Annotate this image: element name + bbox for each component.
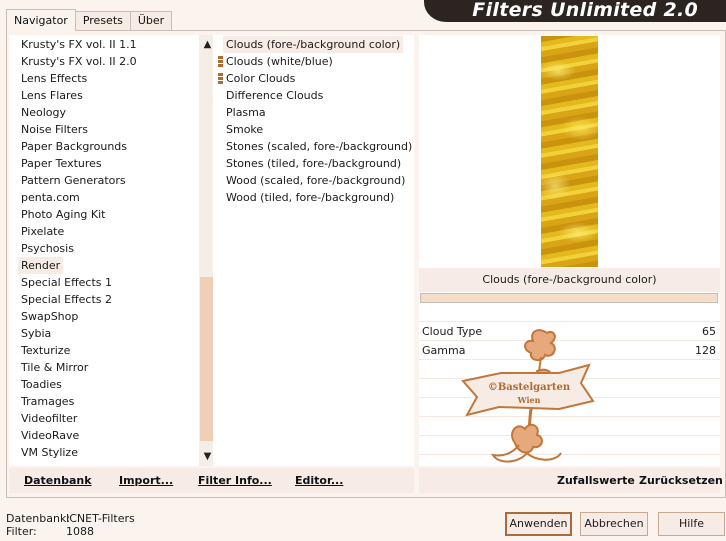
watermark-line1: ©Bastelgarten bbox=[487, 382, 571, 393]
filter-item[interactable]: Plasma bbox=[226, 106, 266, 119]
category-item[interactable]: Special Effects 1 bbox=[21, 276, 113, 289]
category-item[interactable]: Special Effects 2 bbox=[21, 293, 113, 306]
tab-bar bbox=[6, 9, 171, 31]
filter-info-button[interactable]: Filter Info... bbox=[198, 474, 272, 487]
filter-item[interactable]: Clouds (white/blue) bbox=[226, 55, 333, 68]
filter-item[interactable]: Wood (tiled, fore-/background) bbox=[226, 191, 395, 204]
reset-button[interactable]: Zurücksetzen bbox=[639, 474, 723, 487]
category-item[interactable]: Videofilter bbox=[21, 412, 78, 425]
filter-list[interactable] bbox=[213, 35, 414, 466]
category-item[interactable]: Texturize bbox=[21, 344, 71, 357]
status-database-label: Datenbank: bbox=[6, 512, 71, 525]
status-database-value: ICNET-Filters bbox=[66, 512, 135, 525]
category-item[interactable]: Pixelate bbox=[21, 225, 65, 238]
scroll-up-icon[interactable]: ▲ bbox=[203, 39, 212, 50]
filter-item[interactable]: Stones (scaled, fore-/background) bbox=[226, 140, 413, 153]
left-button-bar bbox=[9, 468, 414, 493]
right-button-bar bbox=[419, 468, 723, 493]
category-item[interactable]: Sybia bbox=[21, 327, 52, 340]
preview-panel bbox=[419, 35, 720, 466]
category-item[interactable]: VideoRave bbox=[21, 429, 80, 442]
progress-bar bbox=[420, 293, 718, 303]
category-item[interactable]: Paper Backgrounds bbox=[21, 140, 128, 153]
param-label: Cloud Type bbox=[422, 325, 483, 338]
category-list[interactable] bbox=[9, 35, 212, 466]
filter-item[interactable]: Clouds (fore-/background color) bbox=[223, 36, 403, 53]
status-filter-label: Filter: bbox=[6, 525, 37, 538]
filter-item[interactable]: Difference Clouds bbox=[226, 89, 324, 102]
category-item[interactable]: VM Stylize bbox=[21, 446, 78, 459]
category-item[interactable]: SwapShop bbox=[21, 310, 79, 323]
filter-item[interactable]: Wood (scaled, fore-/background) bbox=[226, 174, 406, 187]
filter-item[interactable]: Color Clouds bbox=[226, 72, 296, 85]
category-item[interactable]: Tramages bbox=[21, 395, 75, 408]
preview-image bbox=[541, 36, 598, 267]
watermark-line2: Wien bbox=[517, 395, 541, 405]
category-item[interactable]: penta.com bbox=[21, 191, 80, 204]
category-item[interactable]: Lens Effects bbox=[21, 72, 88, 85]
tab-navigator[interactable]: Navigator bbox=[6, 9, 76, 31]
filter-item[interactable]: Smoke bbox=[226, 123, 264, 136]
category-item[interactable]: Psychosis bbox=[21, 242, 74, 255]
tab-about[interactable]: Über bbox=[130, 11, 172, 31]
status-area bbox=[6, 512, 135, 538]
category-item[interactable]: Toadies bbox=[21, 378, 62, 391]
editor-button[interactable]: Editor... bbox=[295, 474, 344, 487]
param-value: 65 bbox=[702, 325, 716, 338]
status-filter-value: 1088 bbox=[66, 525, 94, 538]
watermark-logo bbox=[459, 325, 599, 470]
tab-presets[interactable]: Presets bbox=[75, 11, 131, 31]
import-button[interactable]: Import... bbox=[119, 474, 174, 487]
cancel-button[interactable]: Abbrechen bbox=[580, 512, 648, 536]
category-item[interactable]: Render bbox=[18, 257, 63, 274]
param-label: Gamma bbox=[422, 344, 466, 357]
scroll-down-icon[interactable]: ▼ bbox=[203, 451, 212, 462]
param-value: 128 bbox=[695, 344, 716, 357]
category-item[interactable]: Tile & Mirror bbox=[21, 361, 89, 374]
preview-filter-name: Clouds (fore-/background color) bbox=[419, 268, 720, 292]
apply-button[interactable]: Anwenden bbox=[505, 512, 572, 536]
category-item[interactable]: Neology bbox=[21, 106, 67, 119]
help-button[interactable]: Hilfe bbox=[658, 512, 725, 536]
category-item[interactable]: Lens Flares bbox=[21, 89, 83, 102]
filter-item[interactable]: Stones (tiled, fore-/background) bbox=[226, 157, 402, 170]
category-item[interactable]: Paper Textures bbox=[21, 157, 102, 170]
app-title: Filters Unlimited 2.0 bbox=[472, 0, 698, 21]
title-banner bbox=[424, 0, 726, 22]
database-button[interactable]: Datenbank bbox=[24, 474, 92, 487]
category-item[interactable]: Krusty's FX vol. II 2.0 bbox=[21, 55, 137, 68]
random-values-button[interactable]: Zufallswerte bbox=[557, 474, 635, 487]
category-item[interactable]: Noise Filters bbox=[21, 123, 88, 136]
parameter-area bbox=[419, 321, 720, 466]
category-item[interactable]: Pattern Generators bbox=[21, 174, 126, 187]
category-item[interactable]: Krusty's FX vol. II 1.1 bbox=[21, 38, 137, 51]
category-item[interactable]: Photo Aging Kit bbox=[21, 208, 106, 221]
